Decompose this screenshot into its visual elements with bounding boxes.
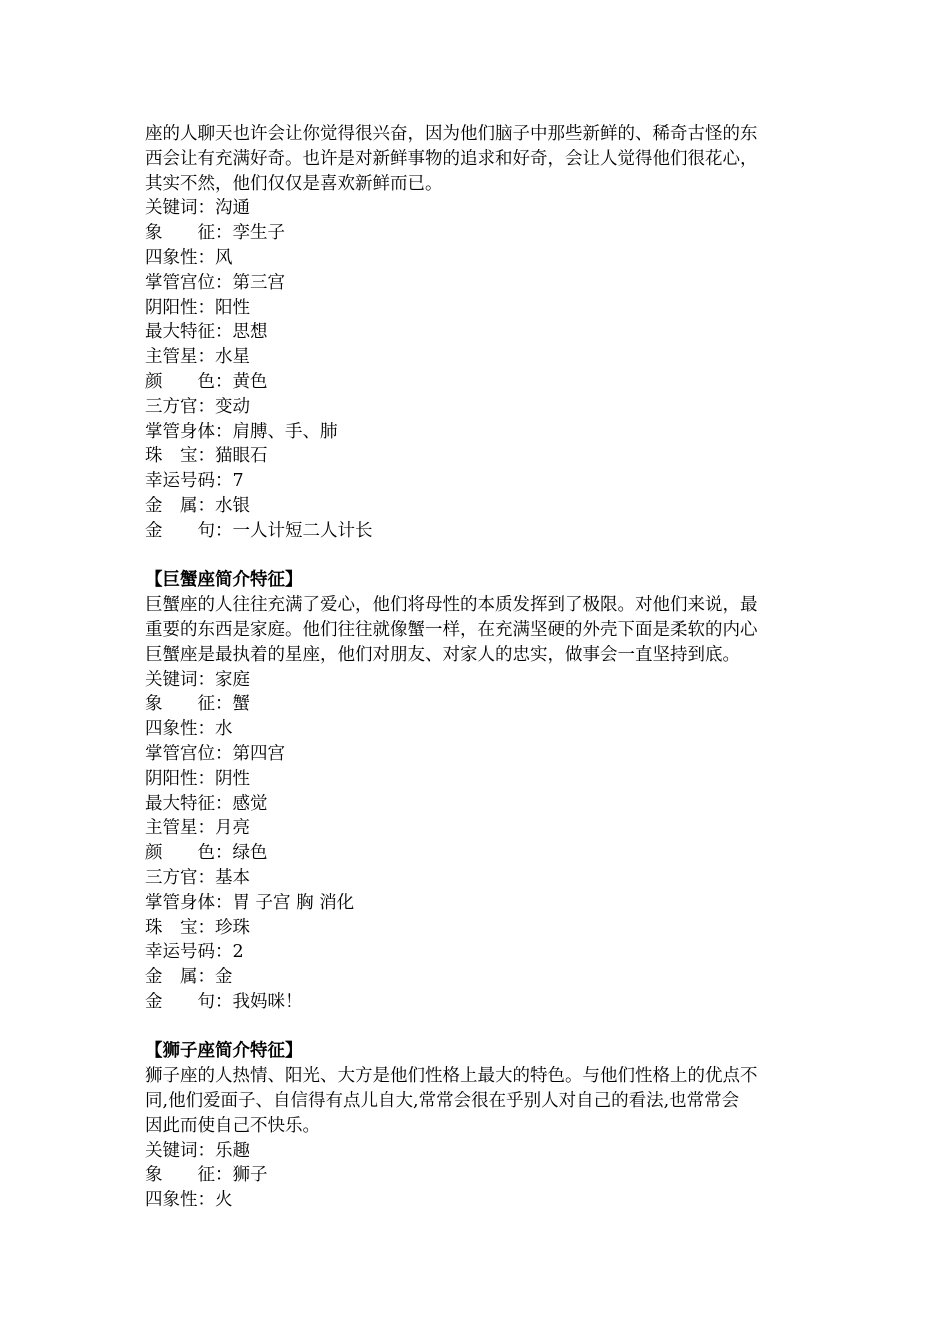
attribute-line: 关键词：沟通 (145, 198, 250, 219)
attribute-line: 掌管身体：胃 子宫 胸 消化 (145, 892, 355, 913)
intro-line: 其实不然，他们仅仅是喜欢新鲜而已。 (145, 173, 443, 194)
attribute-line: 主管星：月亮 (145, 818, 250, 839)
attribute-line: 幸运号码：7 (145, 471, 244, 492)
attribute-line: 象 征：孪生子 (145, 223, 285, 244)
attribute-line: 掌管宫位：第三宫 (145, 272, 285, 293)
gemini-attribute-list (145, 196, 815, 543)
attribute-line: 四象性：火 (145, 1190, 233, 1211)
attribute-line: 珠 宝：猫眼石 (145, 446, 268, 467)
cancer-description (145, 593, 815, 667)
attribute-line: 阴阳性：阳性 (145, 297, 250, 318)
attribute-line: 金 属：水银 (145, 495, 250, 516)
intro-line: 西会让有充满好奇。也许是对新鲜事物的追求和好奇，会让人觉得他们很花心， (145, 148, 758, 169)
document-page (145, 122, 815, 1213)
attribute-line: 四象性：水 (145, 719, 233, 740)
attribute-line: 掌管宫位：第四宫 (145, 743, 285, 764)
attribute-line: 掌管身体：肩膊、手、肺 (145, 421, 338, 442)
attribute-line: 珠 宝：珍珠 (145, 917, 250, 938)
intro-paragraph (145, 122, 815, 196)
section-heading: 【狮子座简介特征】 (145, 1041, 303, 1062)
description-line: 狮子座的人热情、阳光、大方是他们性格上最大的特色。与他们性格上的优点不 (145, 1066, 758, 1087)
intro-line: 座的人聊天也许会让你觉得很兴奋，因为他们脑子中那些新鲜的、稀奇古怪的东 (145, 124, 758, 144)
leo-attribute-list (145, 1139, 815, 1213)
attribute-line: 幸运号码：2 (145, 942, 244, 963)
attribute-line: 主管星：水星 (145, 347, 250, 368)
attribute-line: 金 句：我妈咪！ (145, 991, 303, 1012)
description-line: 因此而使自己不快乐。 (145, 1115, 320, 1136)
attribute-line: 最大特征：感觉 (145, 793, 268, 814)
description-line: 巨蟹座的人往往充满了爱心，他们将母性的本质发挥到了极限。对他们来说，最 (145, 595, 758, 616)
section-spacer (145, 1015, 815, 1040)
attribute-line: 象 征：蟹 (145, 694, 250, 715)
leo-section (145, 1039, 815, 1213)
leo-description (145, 1064, 815, 1138)
attribute-line: 三方官：变动 (145, 396, 250, 417)
cancer-section (145, 568, 815, 1014)
attribute-line: 四象性：风 (145, 247, 233, 268)
description-line: 重要的东西是家庭。他们往往就像蟹一样，在充满坚硬的外壳下面是柔软的内心 (145, 619, 758, 640)
attribute-line: 颜 色：黄色 (145, 371, 268, 392)
attribute-line: 关键词：家庭 (145, 669, 250, 690)
cancer-attribute-list (145, 668, 815, 1015)
attribute-line: 金 属：金 (145, 967, 233, 988)
attribute-line: 颜 色：绿色 (145, 843, 268, 864)
attribute-line: 三方官：基本 (145, 867, 250, 888)
description-line: 同,他们爱面子、自信得有点儿自大,常常会很在乎别人对自己的看法,也常常会 (145, 1091, 740, 1112)
section-spacer (145, 544, 815, 569)
attribute-line: 最大特征：思想 (145, 322, 268, 343)
description-line: 巨蟹座是最执着的星座，他们对朋友、对家人的忠实，做事会一直坚持到底。 (145, 644, 740, 665)
attribute-line: 金 句：一人计短二人计长 (145, 520, 373, 541)
section-heading: 【巨蟹座简介特征】 (145, 570, 303, 591)
attribute-line: 关键词：乐趣 (145, 1140, 250, 1161)
attribute-line: 阴阳性：阴性 (145, 768, 250, 789)
attribute-line: 象 征：狮子 (145, 1165, 268, 1186)
